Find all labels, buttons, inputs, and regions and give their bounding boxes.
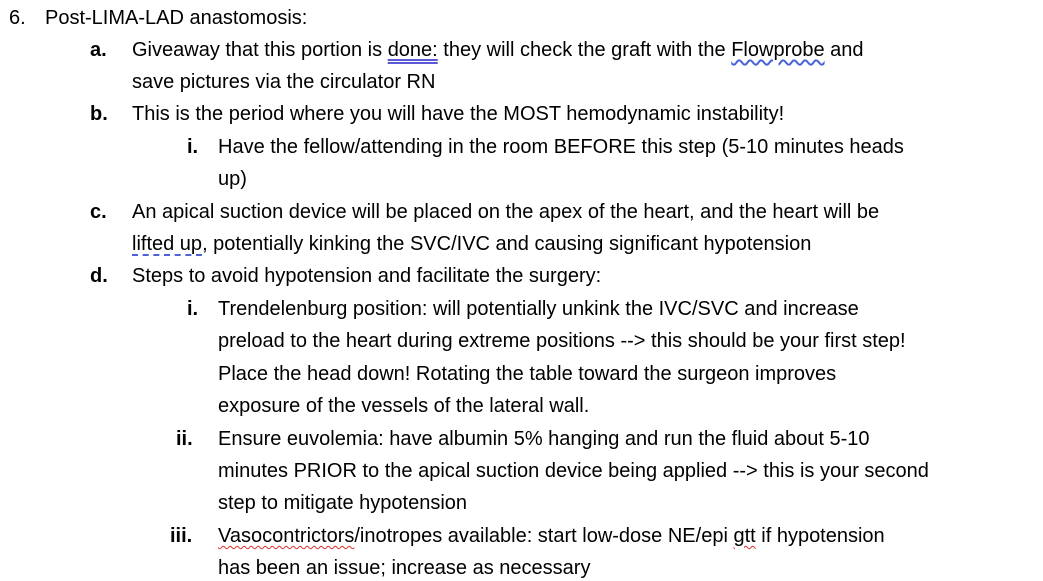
item-d-i-line-1: Trendelenburg position: will potentially unkink the IVC/SVC and increase bbox=[218, 298, 859, 320]
vasocontrictors-word: Vasocontrictors bbox=[218, 525, 355, 547]
item-d-iii-label: iii. bbox=[170, 525, 193, 547]
item-d-iii-text-2: /inotropes available: start low-dose NE/epi bbox=[354, 525, 734, 547]
item-d-i-line-3: Place the head down! Rotating the table toward the surgeon improves bbox=[218, 363, 837, 385]
gtt-word: gtt bbox=[733, 525, 756, 547]
item-6-number: 6. bbox=[9, 7, 26, 29]
lifted-up-phrase: lifted up bbox=[132, 233, 203, 255]
item-d-i-label: i. bbox=[187, 298, 199, 320]
item-d-i-line-4: exposure of the vessels of the lateral wall. bbox=[218, 395, 590, 417]
item-a-line-2: save pictures via the circulator RN bbox=[132, 71, 436, 93]
item-d-ii-label: ii. bbox=[176, 428, 193, 450]
item-c-label: c. bbox=[90, 201, 107, 223]
item-d-ii-line-1: Ensure euvolemia: have albumin 5% hanging and run the fluid about 5-10 bbox=[218, 428, 870, 450]
item-c-text-2: , potentially kinking the SVC/IVC and causing significant hypotension bbox=[202, 233, 812, 255]
item-d-i-line-2: preload to the heart during extreme positions --> this should be your first step! bbox=[218, 330, 906, 352]
flowprobe-word: Flowprobe bbox=[731, 39, 825, 61]
item-d-line-1: Steps to avoid hypotension and facilitate the surgery: bbox=[132, 265, 602, 287]
item-c-line-1: An apical suction device will be placed on the apex of the heart, and the heart will be bbox=[132, 201, 880, 223]
done-word: done: bbox=[387, 39, 438, 61]
item-a-label: a. bbox=[90, 39, 107, 61]
item-d-ii-line-2: minutes PRIOR to the apical suction device being applied --> this is your second bbox=[218, 460, 929, 482]
item-b-i-line-1: Have the fellow/attending in the room BEFORE this step (5-10 minutes heads bbox=[218, 136, 904, 158]
item-a-text-3: and bbox=[824, 39, 864, 61]
item-d-iii-text-3: if hypotension bbox=[755, 525, 885, 547]
item-d-iii-line-1 bbox=[218, 523, 885, 549]
item-a-line-1 bbox=[132, 37, 864, 63]
item-b-label: b. bbox=[90, 103, 108, 125]
item-a-text-2: they will check the graft with the bbox=[437, 39, 732, 61]
item-b-line-1: This is the period where you will have the MOST hemodynamic instability! bbox=[132, 103, 785, 125]
item-c-line-2 bbox=[132, 231, 811, 257]
item-d-label: d. bbox=[90, 265, 108, 287]
item-b-i-line-2: up) bbox=[218, 168, 247, 190]
item-d-ii-line-3: step to mitigate hypotension bbox=[218, 492, 468, 514]
item-b-i-label: i. bbox=[187, 136, 199, 158]
item-d-iii-line-2: has been an issue; increase as necessary bbox=[218, 557, 591, 579]
item-a-text-1: Giveaway that this portion is bbox=[132, 39, 388, 61]
item-6-title: Post-LIMA-LAD anastomosis: bbox=[45, 7, 308, 29]
